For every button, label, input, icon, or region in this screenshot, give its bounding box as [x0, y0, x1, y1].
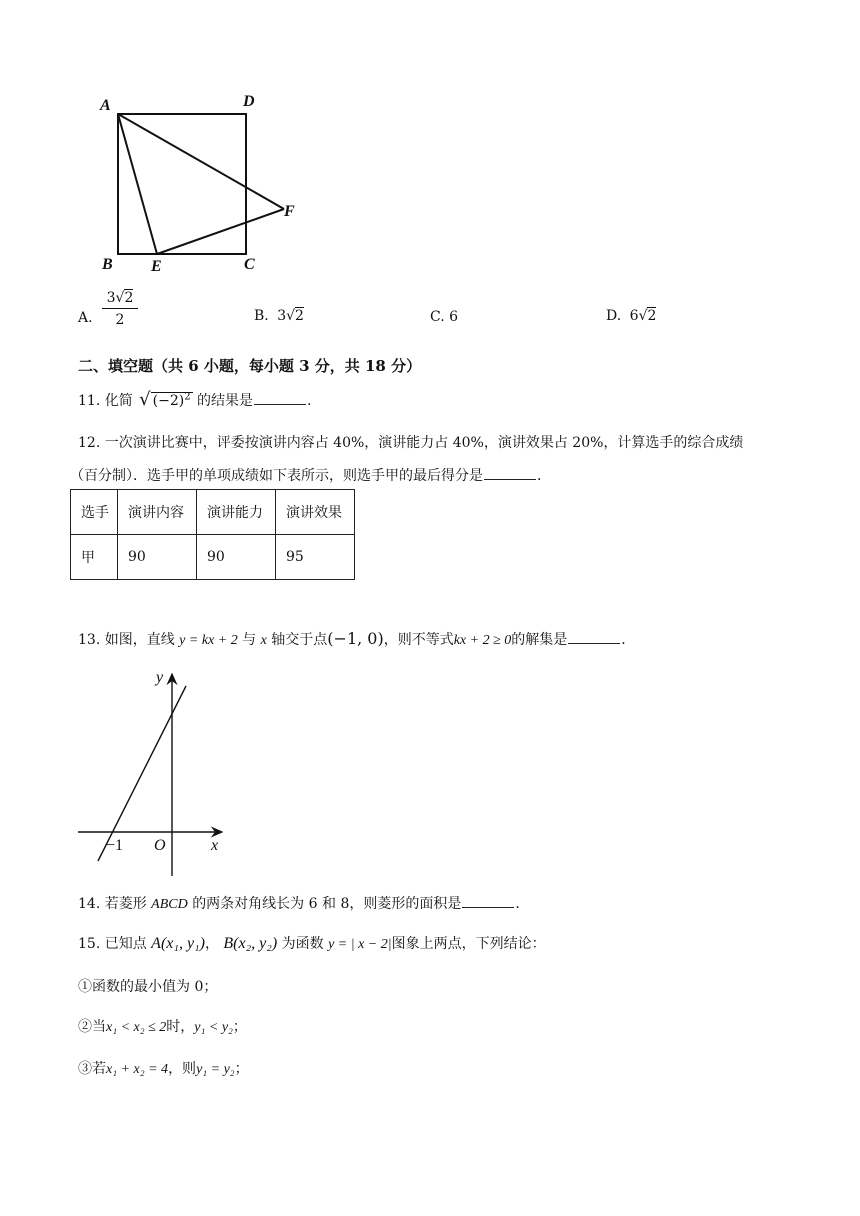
table-header-cell: 演讲能力	[197, 490, 276, 535]
label-a: A	[100, 97, 111, 114]
question-12-line2: （百分制）．选手甲的单项成绩如下表所示，则选手甲的最后得分是 ．	[70, 468, 551, 484]
segment-af	[118, 114, 284, 209]
segment-ae	[118, 114, 157, 254]
table-row	[71, 535, 355, 580]
label-c: C	[244, 256, 255, 273]
table-header-cell: 演讲内容	[118, 490, 197, 535]
table-cell: 90	[118, 535, 197, 580]
table-cell: 90	[197, 535, 276, 580]
x-axis-label: x	[211, 837, 219, 854]
score-table	[70, 489, 355, 580]
question-11: 11. 化简 √ $(-2)^2$ 的结果是 .	[78, 389, 312, 410]
label-f: F	[284, 203, 295, 220]
option-a-fraction: $\frac{3√2}{2}$	[102, 290, 138, 328]
answer-blank	[254, 392, 306, 405]
segment-ef	[157, 209, 284, 254]
answer-blank	[462, 895, 514, 908]
label-e: E	[151, 258, 162, 275]
label-b: B	[102, 256, 113, 273]
option-b: B. 3√2	[254, 308, 304, 324]
table-cell: 95	[276, 535, 355, 580]
label-d: D	[243, 93, 255, 110]
table-header-cell: 选手	[71, 490, 118, 535]
option-d: D. 6√2	[606, 308, 657, 324]
origin-label: O	[154, 837, 166, 854]
question-12-line1: 12. 一次演讲比赛中，评委按演讲内容占 40%，演讲能力占 40%，演讲效果占 20%，计算选手的综合成绩	[78, 435, 744, 451]
answer-blank	[568, 631, 620, 644]
line-y-kx-2	[98, 686, 186, 861]
table-cell: 甲	[71, 535, 118, 580]
answer-blank	[484, 467, 536, 480]
question-13: 13. 如图，直线 y = kx + 2 与 x 轴交于点(−1, 0)，则不等式kx + 2 ≥ 0的解集是 ．	[78, 629, 636, 648]
option-a-letter: A.	[78, 310, 93, 326]
neg-one-label: −1	[106, 837, 124, 854]
table-header-cell: 演讲效果	[276, 490, 355, 535]
conclusion-3: ③若x₁ + x₂ = 4，则y₁ = y₂；	[78, 1061, 249, 1077]
line-graph	[70, 664, 240, 879]
question-15: 15. 已知点 A(x₁, y₁)， B(x₂, y₂) 为函数 y = | x − 2|图象上两点，下列结论：	[78, 935, 546, 952]
option-c: C. 6	[430, 309, 459, 325]
y-axis-label: y	[156, 669, 164, 686]
question-14: 14. 若菱形 ABCD 的两条对角线长为 6 和 8，则菱形的面积是 ．	[78, 896, 530, 912]
square-figure	[95, 88, 305, 278]
table-header-row	[71, 490, 355, 535]
conclusion-1: ①函数的最小值为 0；	[78, 979, 218, 995]
conclusion-2: ②当x₁ < x₂ ≤ 2时，y₁ < y₂；	[78, 1019, 247, 1035]
section-heading: 二、填空题（共 6 小题，每小题 3 分，共 18 分）	[78, 357, 422, 375]
